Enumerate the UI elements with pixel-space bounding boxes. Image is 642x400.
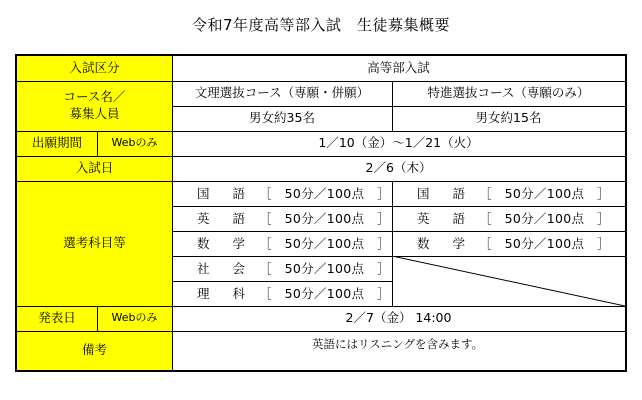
label-apply-period-text: 出願期間	[31, 135, 82, 151]
rule-h-5	[17, 181, 625, 182]
label-announce	[17, 306, 97, 331]
rule-v-web-2	[97, 306, 98, 331]
subject-a-0	[197, 181, 390, 205]
subject-a-1	[197, 206, 390, 230]
label-web-only-2-text: Webのみ	[111, 311, 158, 325]
subject-a-0-score: ［ 50分／100点 ］	[259, 186, 390, 201]
course-a-name-text: 文理選抜コース（専願・併願）	[194, 85, 370, 101]
label-announce-text: 発表日	[38, 310, 76, 326]
label-exam-date	[17, 156, 172, 181]
label-web-only-1-text: Webのみ	[111, 136, 158, 150]
course-b-quota-text: 男女約15名	[475, 110, 542, 126]
subject-a-4	[197, 281, 390, 305]
rule-h-3	[17, 131, 625, 132]
value-exam-type	[172, 56, 625, 81]
page-title: 令和7年度高等部入試 生徒募集概要	[191, 16, 451, 34]
label-remarks	[17, 331, 172, 370]
label-course	[17, 81, 172, 131]
value-announce-text: 2／7（金） 14:00	[345, 310, 452, 326]
subject-b-0	[417, 181, 610, 205]
subject-b-0-name: 国語	[417, 186, 465, 201]
admission-table	[15, 54, 627, 372]
subject-b-0-score: ［ 50分／100点 ］	[479, 186, 610, 201]
subject-a-0-name: 国語	[197, 186, 245, 201]
value-apply-period-text: 1／10（金）～1／21（火）	[318, 135, 479, 151]
subject-b-2	[417, 231, 610, 255]
label-exam-type-text: 入試区分	[69, 60, 120, 76]
rule-h-7	[172, 231, 625, 232]
label-course-line2: 募集人員	[69, 106, 120, 121]
rule-h-6	[172, 206, 625, 207]
label-apply-period	[17, 131, 97, 156]
rule-h-2	[172, 106, 625, 107]
value-exam-date-text: 2／6（木）	[365, 160, 432, 176]
subject-a-3-score: ［ 50分／100点 ］	[259, 261, 390, 276]
empty-cell-slash	[392, 256, 625, 306]
course-b-name-text: 特進選抜コース（専願のみ）	[427, 85, 590, 101]
subject-a-1-name: 英語	[197, 211, 245, 226]
subject-a-1-score: ［ 50分／100点 ］	[259, 211, 390, 226]
rule-h-4	[17, 156, 625, 157]
value-apply-period	[172, 131, 625, 156]
value-exam-type-text: 高等部入試	[367, 60, 430, 76]
label-web-only-2	[97, 306, 172, 331]
label-web-only-1	[97, 131, 172, 156]
subject-a-2-name: 数学	[197, 236, 245, 251]
value-exam-date	[172, 156, 625, 181]
course-b-quota	[392, 106, 625, 131]
course-a-quota	[172, 106, 392, 131]
value-remarks: 英語にはリスニングを含みます。	[312, 337, 484, 351]
subject-a-4-name: 理科	[197, 286, 245, 301]
course-a-name	[172, 81, 392, 106]
rule-h-1	[17, 81, 625, 82]
subject-a-4-score: ［ 50分／100点 ］	[259, 286, 390, 301]
label-remarks-text: 備考	[81, 342, 107, 358]
rule-h-9	[172, 281, 392, 282]
value-announce	[172, 306, 625, 331]
label-subjects	[17, 181, 172, 306]
subject-a-3	[197, 256, 390, 280]
label-exam-date-text: 入試日	[75, 160, 114, 176]
subject-b-2-score: ［ 50分／100点 ］	[479, 236, 610, 251]
subject-b-1-score: ［ 50分／100点 ］	[479, 211, 610, 226]
subject-b-1	[417, 206, 610, 230]
rule-h-11	[17, 331, 625, 332]
rule-h-10	[17, 306, 625, 307]
rule-v-course-1	[392, 81, 393, 131]
label-exam-type	[17, 56, 172, 81]
course-a-quota-text: 男女約35名	[249, 110, 315, 126]
rule-v-web-1	[97, 131, 98, 156]
subject-b-1-name: 英語	[417, 211, 465, 226]
subject-a-2	[197, 231, 390, 255]
label-subjects-text: 選考科目等	[63, 235, 126, 251]
label-course-line1: コース名／	[63, 89, 126, 105]
subject-a-2-score: ［ 50分／100点 ］	[259, 236, 390, 251]
subject-b-2-name: 数学	[417, 236, 465, 251]
course-b-name	[392, 81, 625, 106]
subject-a-3-name: 社会	[197, 261, 245, 276]
rule-v-label	[172, 56, 173, 370]
